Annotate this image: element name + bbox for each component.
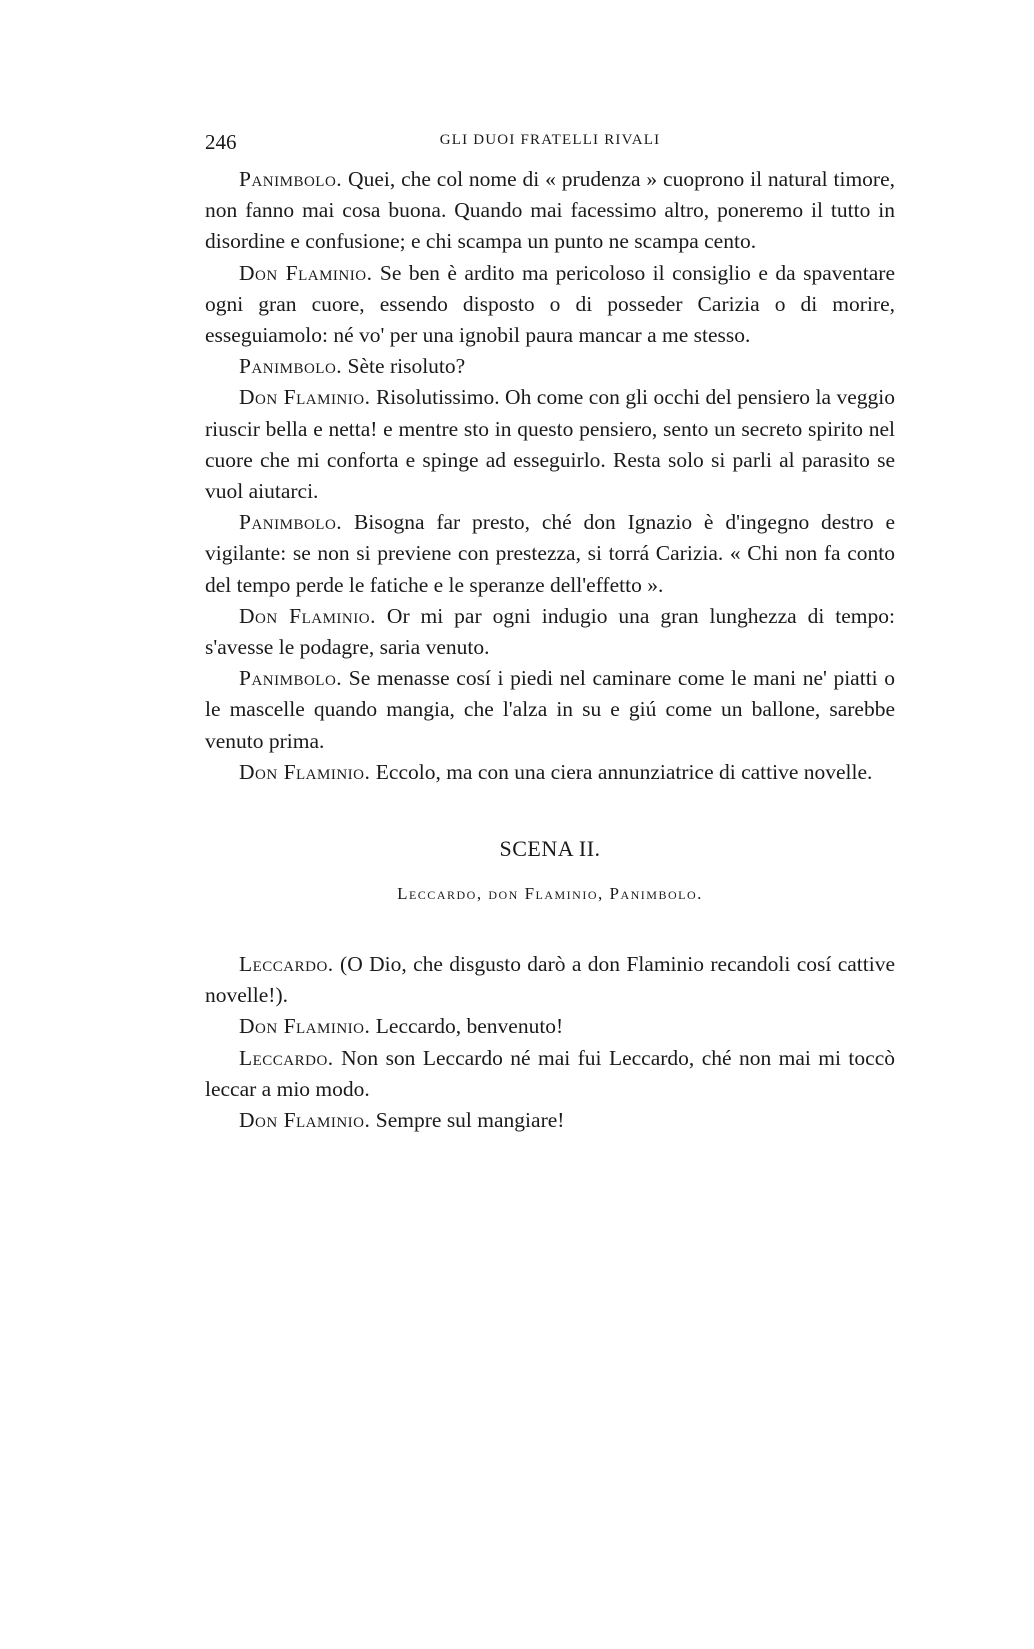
dialogue-paragraph bbox=[205, 1043, 895, 1105]
dialogue-paragraph bbox=[205, 1105, 895, 1136]
running-title: GLI DUOI FRATELLI RIVALI bbox=[439, 132, 661, 148]
dialogue-paragraph bbox=[205, 949, 895, 1011]
speech-text: Se ben è ardito ma pericoloso il consiglio e da spaventare ogni gran cuore, essendo disposto o di posseder Carizia o di morire, esseguiamolo: né vo' per una ignobil paura mancar a me stesso. bbox=[205, 260, 896, 348]
speech-text: Eccolo, ma con una ciera annunziatrice di cattive novelle. bbox=[370, 759, 873, 784]
dialogue-paragraph bbox=[205, 164, 895, 258]
speaker-name: Panimbolo. bbox=[239, 666, 343, 691]
speaker-name: Don Flaminio. bbox=[239, 260, 373, 285]
dialogue-paragraph bbox=[205, 351, 895, 382]
dialogue-before bbox=[205, 164, 895, 788]
speaker-name: Leccardo. bbox=[239, 1045, 334, 1070]
page-header bbox=[205, 118, 895, 158]
dialogue-paragraph bbox=[205, 382, 895, 507]
speaker-name: Don Flaminio. bbox=[239, 385, 371, 410]
speaker-name: Leccardo. bbox=[239, 952, 334, 977]
speaker-name: Don Flaminio. bbox=[239, 759, 371, 784]
speech-text: Bisogna far presto, ché don Ignazio è d'ingegno destro e vigilante: se non si previene con prestezza, si torrá Carizia. « Chi non fa conto del tempo perde le fatiche e le speranze dell'effetto ». bbox=[205, 510, 895, 597]
dialogue-paragraph bbox=[205, 1011, 895, 1042]
dialogue-paragraph bbox=[205, 757, 895, 788]
book-page bbox=[205, 118, 895, 1136]
speaker-name: Don Flaminio. bbox=[239, 603, 376, 628]
speech-text: Sempre sul mangiare! bbox=[370, 1108, 565, 1133]
page-number: 246 bbox=[205, 130, 237, 154]
scene-title: SCENA II. bbox=[499, 836, 601, 862]
speech-text: (O Dio, che disgusto darò a don Flaminio recandoli cosí cattive novelle!). bbox=[205, 952, 895, 1008]
speaker-name: Don Flaminio. bbox=[239, 1014, 371, 1039]
speech-text: Sète risoluto? bbox=[342, 354, 466, 379]
speaker-name: Panimbolo. bbox=[239, 510, 343, 535]
dialogue-paragraph bbox=[205, 507, 895, 601]
speaker-name: Don Flaminio. bbox=[239, 1108, 371, 1133]
dialogue-after bbox=[205, 949, 895, 1136]
speech-text: Risolutissimo. Oh come con gli occhi del pensiero la veggio riuscir bella e netta! e mentre sto in questo pensiero, sento un secreto spirito nel cuore che mi conforta e spinge ad esseguirlo. Resta solo si parli al parasito se vuol aiutarci. bbox=[205, 385, 895, 504]
dialogue-paragraph bbox=[205, 601, 895, 663]
speech-text: Non son Leccardo né mai fui Leccardo, ché non mai mi toccò leccar a mio modo. bbox=[205, 1045, 895, 1101]
speech-text: Leccardo, benvenuto! bbox=[370, 1014, 564, 1039]
dialogue-paragraph bbox=[205, 258, 895, 352]
speech-text: Quei, che col nome di « prudenza » cuoprono il natural timore, non fanno mai cosa buona. Quando mai facessimo altro, poneremo il tutto in disordine e confusione; e chi scampa un punto ne scampa cento. bbox=[205, 167, 895, 254]
speech-text: Or mi par ogni indugio una gran lunghezza di tempo: s'avesse le podagre, saria venuto. bbox=[205, 603, 895, 660]
dialogue-paragraph bbox=[205, 663, 895, 757]
speaker-name: Panimbolo. bbox=[239, 167, 343, 191]
speaker-name: Panimbolo. bbox=[239, 354, 343, 379]
scene-cast: Leccardo, don Flaminio, Panimbolo. bbox=[397, 884, 703, 904]
speech-text: Se menasse cosí i piedi nel caminare come le mani ne' piatti o le mascelle quando mangia, che l'alza in su e giú come un ballone, sarebbe venuto prima. bbox=[205, 666, 895, 753]
